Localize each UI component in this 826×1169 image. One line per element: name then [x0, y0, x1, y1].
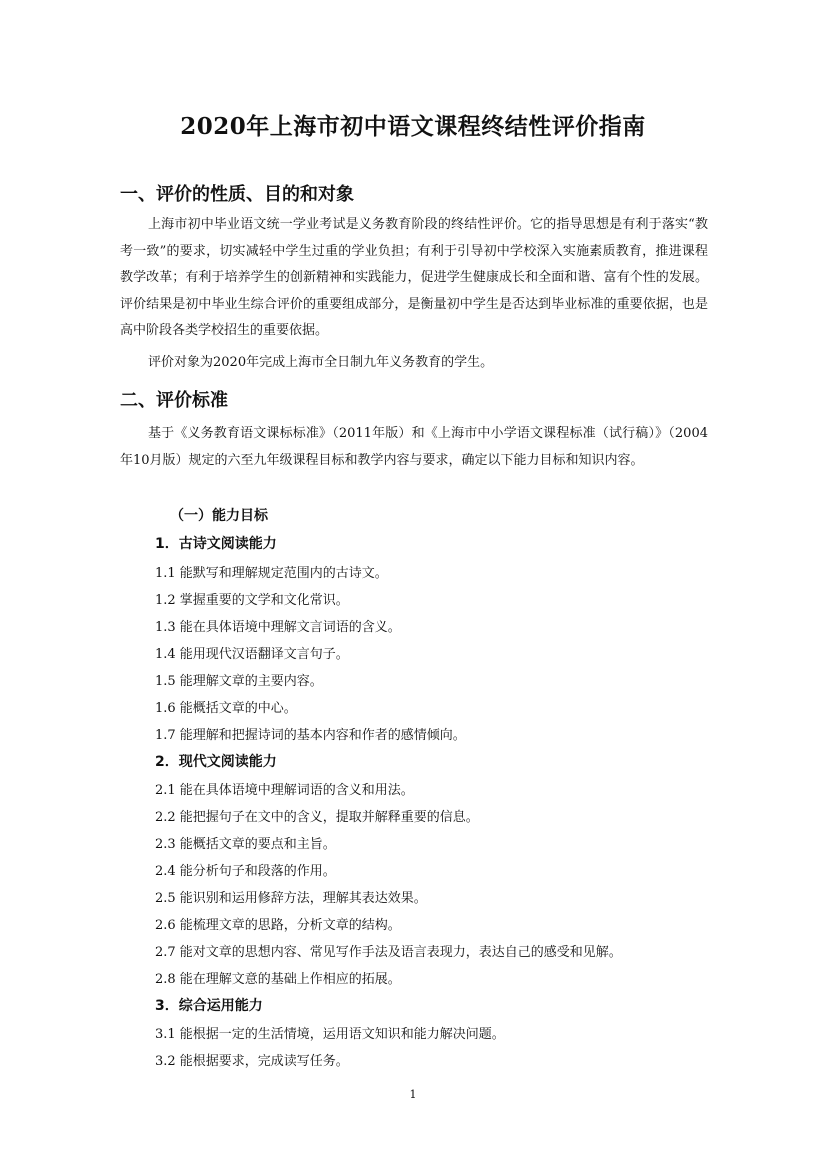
item-2-3: 2.3 能概括文章的要点和主旨。	[155, 837, 336, 852]
item-2-6: 2.6 能梳理文章的思路，分析文章的结构。	[155, 918, 401, 933]
group-1-heading: 1．古诗文阅读能力	[155, 536, 277, 552]
item-2-4: 2.4 能分析句子和段落的作用。	[155, 864, 336, 879]
section-1-heading: 一、评价的性质、目的和对象	[120, 184, 354, 205]
item-2-1: 2.1 能在具体语境中理解词语的含义和用法。	[155, 783, 414, 798]
item-1-2: 1.2 掌握重要的文学和文化常识。	[155, 593, 349, 608]
item-2-5: 2.5 能识别和运用修辞方法，理解其表达效果。	[155, 891, 427, 906]
ability-goals-subheading: （一）能力目标	[170, 508, 268, 524]
item-2-2: 2.2 能把握句子在文中的含义，提取并解释重要的信息。	[155, 810, 479, 825]
section-2-paragraph-1: 基于《义务教育语文课标标准》（2011年版）和《上海市中小学语文课程标准（试行稿）》（2004年10月版）规定的六至九年级课程目标和教学内容与要求，确定以下能力目标和知识内容。	[120, 426, 708, 468]
section-1-paragraph-1: 上海市初中毕业语文统一学业考试是义务教育阶段的终结性评价。它的指导思想是有利于落实“教考一致”的要求，切实减轻中学生过重的学业负担；有利于引导初中学校深入实施素质教育，推进课程教学改革；有利于培养学生的创新精神和实践能力，促进学生健康成长和全面和谐、富有个性的发展。评价结果是初中毕业生综合评价的重要组成部分，是衡量初中学生是否达到毕业标准的重要依据，也是高中阶段各类学校招生的重要依据。	[120, 217, 708, 338]
item-1-7: 1.7 能理解和把握诗词的基本内容和作者的感情倾向。	[155, 728, 466, 743]
item-3-1: 3.1 能根据一定的生活情境，运用语文知识和能力解决问题。	[155, 1027, 505, 1042]
item-1-5: 1.5 能理解文章的主要内容。	[155, 674, 323, 689]
item-1-6: 1.6 能概括文章的中心。	[155, 701, 297, 716]
item-1-3: 1.3 能在具体语境中理解文言词语的含义。	[155, 620, 401, 635]
item-1-4: 1.4 能用现代汉语翻译文言句子。	[155, 647, 349, 662]
section-1-paragraph-2: 评价对象为2020年完成上海市全日制九年义务教育的学生。	[148, 355, 494, 370]
document-title: 2020年上海市初中语文课程终结性评价指南	[180, 113, 646, 140]
group-2-heading: 2．现代文阅读能力	[155, 754, 277, 770]
group-3-heading: 3．综合运用能力	[155, 998, 263, 1014]
item-3-2: 3.2 能根据要求，完成读写任务。	[155, 1054, 349, 1069]
section-2-heading: 二、评价标准	[120, 390, 228, 411]
page-number: 1	[409, 1088, 417, 1101]
item-2-8: 2.8 能在理解文意的基础上作相应的拓展。	[155, 972, 401, 987]
item-1-1: 1.1 能默写和理解规定范围内的古诗文。	[155, 566, 388, 581]
item-2-7: 2.7 能对文章的思想内容、常见写作手法及语言表现力，表达自己的感受和见解。	[155, 945, 622, 960]
